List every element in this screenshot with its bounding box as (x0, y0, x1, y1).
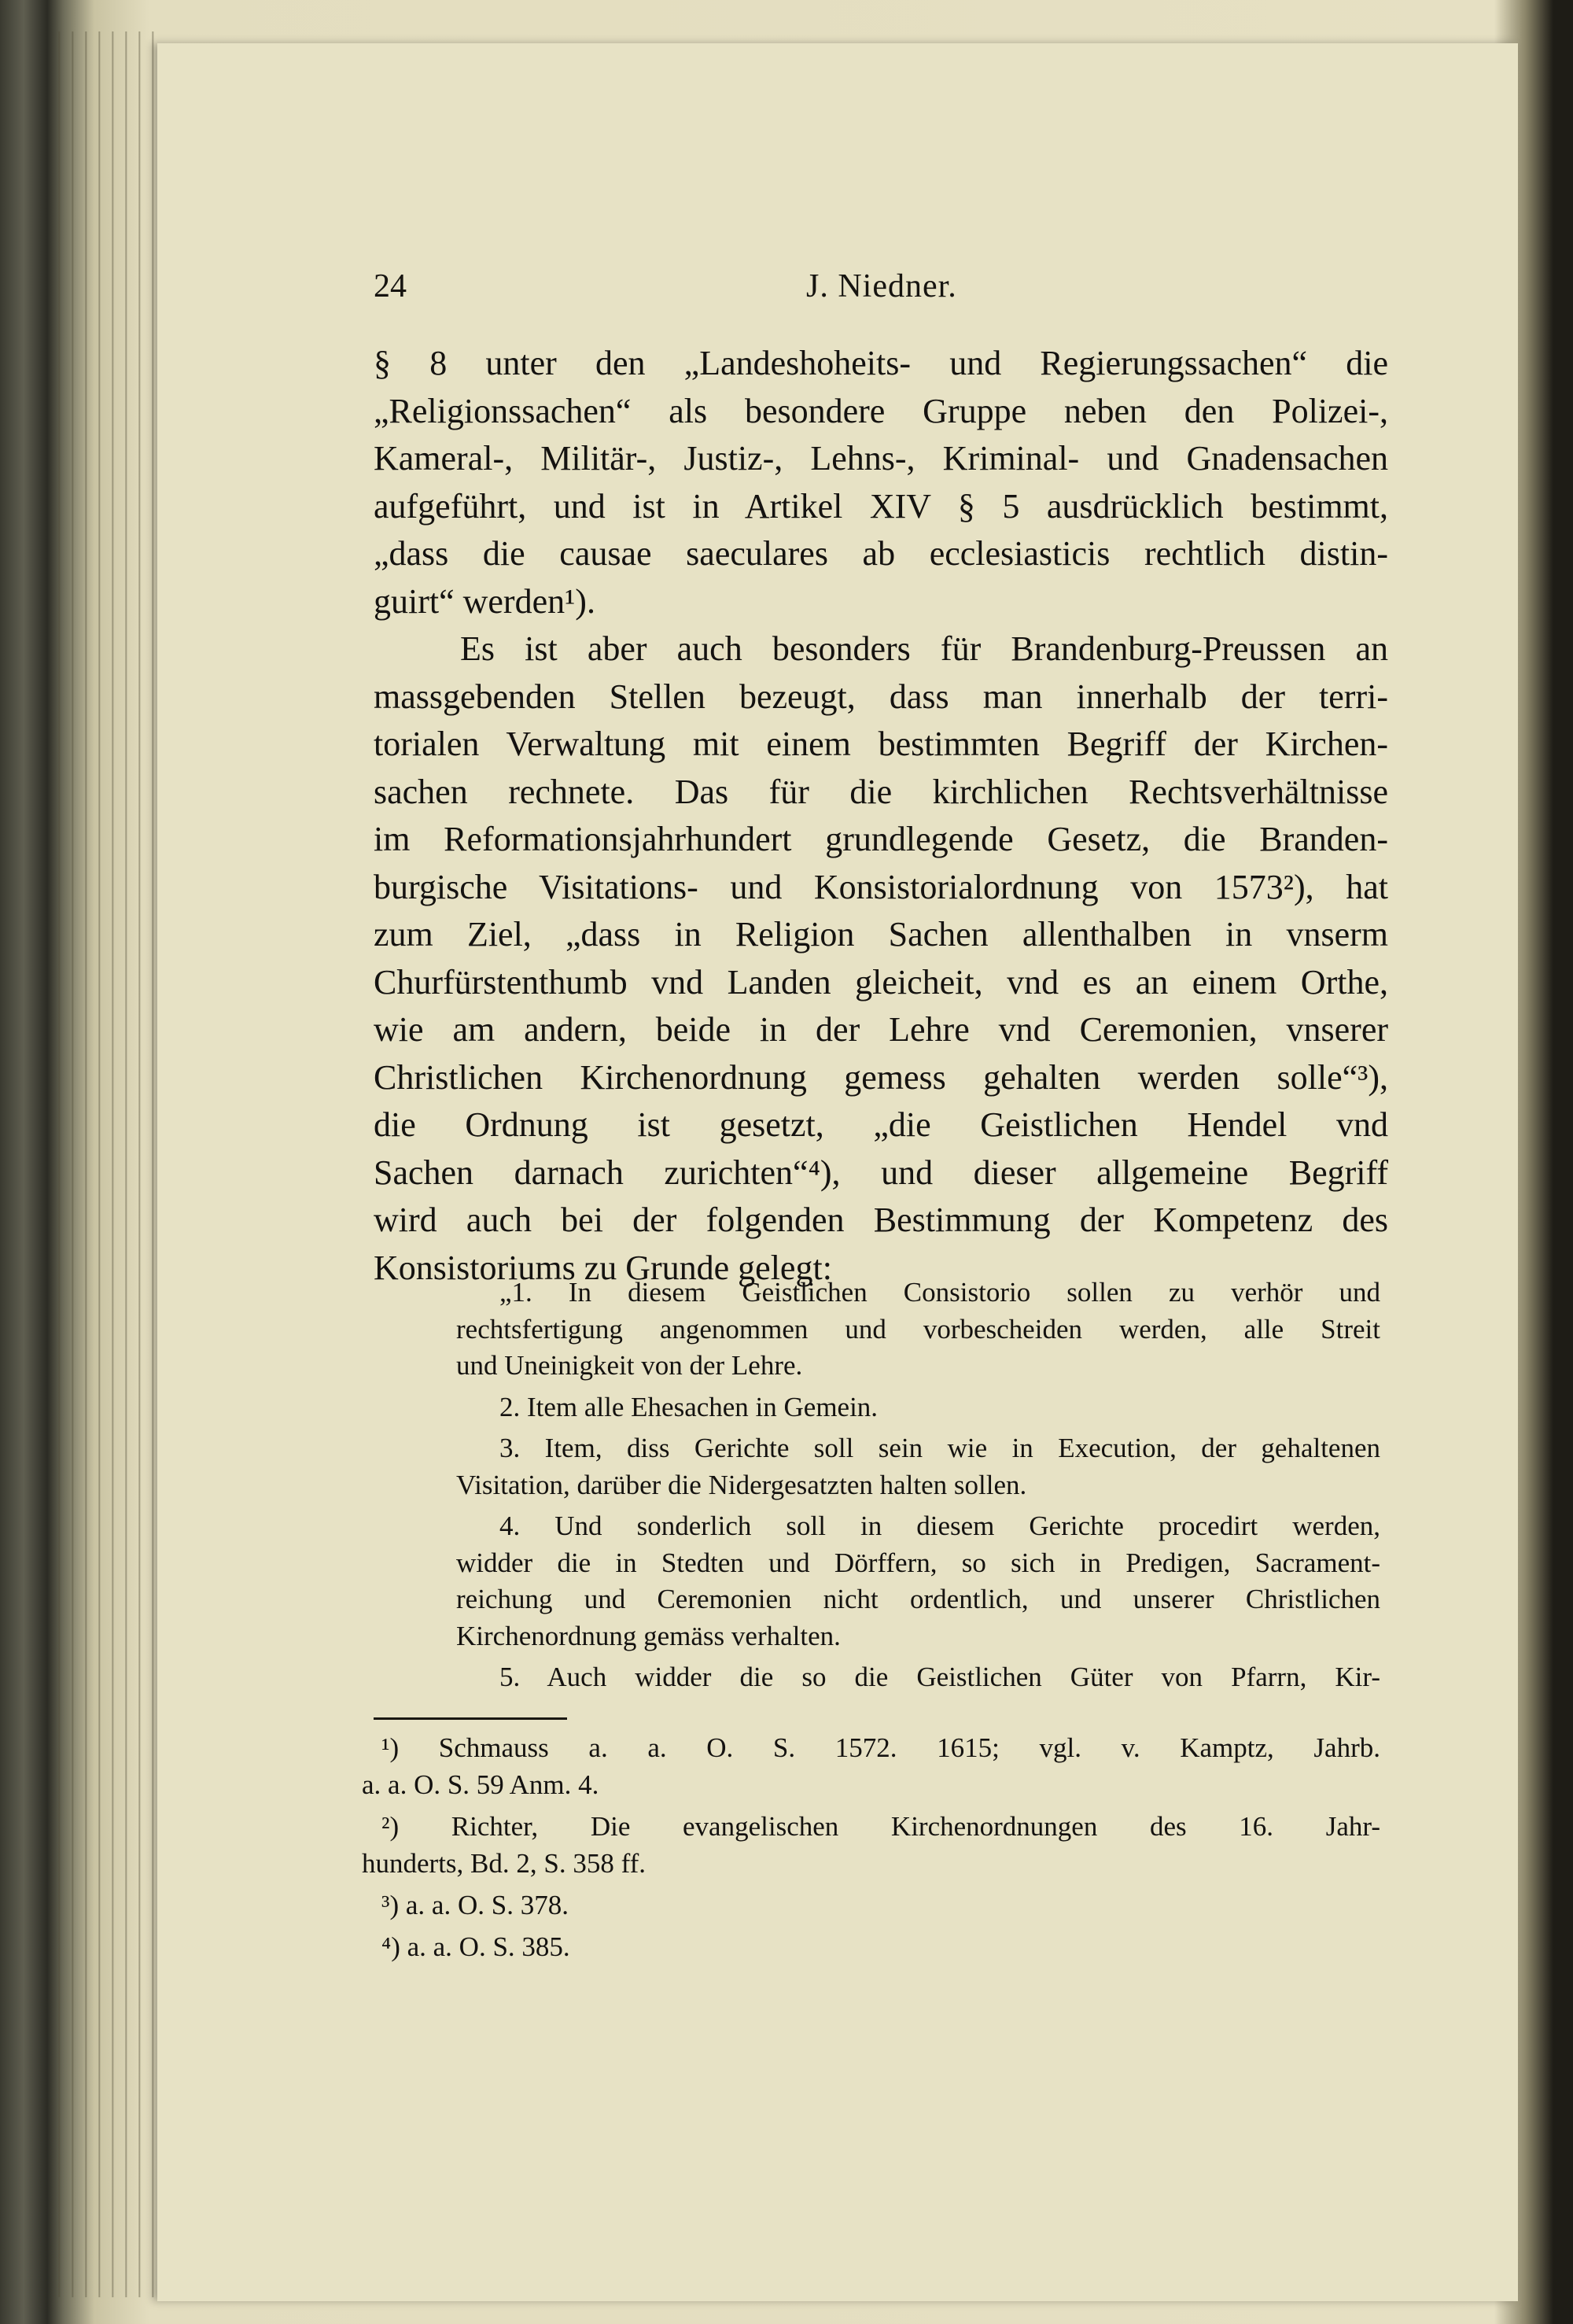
footnote-line: ⁴) a. a. O. S. 385. (381, 1931, 570, 1962)
body-line: Es ist aber auch besonders für Brandenburg-Preussen an (460, 629, 1388, 668)
body-line: Churfürstenthumb vnd Landen gleicheit, vnd es an einem Orthe, (374, 962, 1388, 1002)
quote-line: Visitation, darüber die Nidergesatzten halten sollen. (456, 1469, 1027, 1500)
body-line: wie am andern, beide in der Lehre vnd Ceremonien, vnserer (374, 1010, 1388, 1049)
quote-line: „1. In diesem Geistlichen Consistorio sollen zu verhör und (499, 1277, 1380, 1308)
body-line: die Ordnung ist gesetzt, „die Geistlichen Hendel vnd (374, 1105, 1388, 1144)
body-line: Christlichen Kirchenordnung gemess gehalten werden solle“³), (374, 1057, 1388, 1097)
quote-line: 5. Auch widder die so die Geistlichen Güter von Pfarrn, Kir- (499, 1662, 1380, 1692)
quote-line: 2. Item alle Ehesachen in Gemein. (499, 1391, 879, 1422)
running-head: J. Niedner. (806, 268, 957, 304)
body-line: wird auch bei der folgenden Bestimmung der Kompetenz des (374, 1201, 1388, 1239)
footnote-line: ²) Richter, Die evangelischen Kirchenordnungen des 16. Jahr- (381, 1811, 1380, 1842)
quote-line: 3. Item, diss Gerichte soll sein wie in Execution, der gehaltenen (499, 1433, 1380, 1463)
quote-line: und Uneinigkeit von der Lehre. (456, 1350, 803, 1381)
body-line: Konsistoriums zu Grunde gelegt: (374, 1248, 832, 1287)
footnotes (362, 1729, 1380, 1965)
page-header (374, 267, 1388, 315)
quote-line: Kirchenordnung gemäss verhalten. (456, 1620, 841, 1651)
quoted-ordinance (456, 1275, 1380, 1696)
footnote-rule (374, 1717, 567, 1720)
body-line: guirt“ werden¹). (374, 581, 595, 621)
footnote-line: hunderts, Bd. 2, S. 358 ff. (362, 1848, 647, 1879)
quote-line: 4. Und sonderlich soll in diesem Gerichte procedirt werden, (499, 1511, 1380, 1541)
body-line: „dass die causae saeculares ab ecclesiasticis rechtlich distin- (374, 534, 1388, 573)
body-line: torialen Verwaltung mit einem bestimmten Begriff der Kirchen- (374, 725, 1388, 763)
body-text (374, 340, 1388, 1292)
body-line: zum Ziel, „dass in Religion Sachen allenthalben in vnserm (374, 915, 1388, 954)
quote-line: widder die in Stedten und Dörffern, so sich in Predigen, Sacrament- (456, 1547, 1380, 1578)
book-page-edges (47, 31, 165, 2297)
body-line: Sachen darnach zurichten“⁴), und dieser allgemeine Begriff (374, 1153, 1388, 1192)
body-line: § 8 unter den „Landeshoheits- und Regierungssachen“ die (374, 344, 1388, 382)
quote-line: rechtsfertigung angenommen und vorbescheiden werden, alle Streit (456, 1313, 1380, 1345)
body-line: im Reformationsjahrhundert grundlegende Gesetz, die Branden- (374, 820, 1388, 858)
quote-line: reichung und Ceremonien nicht ordentlich, und unserer Christlichen (456, 1584, 1380, 1614)
footnote-line: ³) a. a. O. S. 378. (381, 1890, 569, 1920)
body-line: burgische Visitations- und Konsistorialordnung von 1573²), hat (374, 867, 1388, 906)
body-line: Kameral-, Militär-, Justiz-, Lehns-, Kriminal- und Gnadensachen (374, 439, 1388, 478)
footnote-line: a. a. O. S. 59 Anm. 4. (362, 1769, 599, 1800)
body-line: sachen rechnete. Das für die kirchlichen Rechtsverhältnisse (374, 772, 1388, 811)
footnote-line: ¹) Schmauss a. a. O. S. 1572. 1615; vgl. v. Kamptz, Jahrb. (381, 1732, 1380, 1763)
body-line: massgebenden Stellen bezeugt, dass man innerhalb der terri- (374, 677, 1388, 716)
body-line: „Religionssachen“ als besondere Gruppe neben den Polizei-, (374, 391, 1388, 430)
body-line: aufgeführt, und ist in Artikel XIV § 5 ausdrücklich bestimmt, (374, 486, 1388, 526)
page-number: 24 (374, 268, 407, 304)
